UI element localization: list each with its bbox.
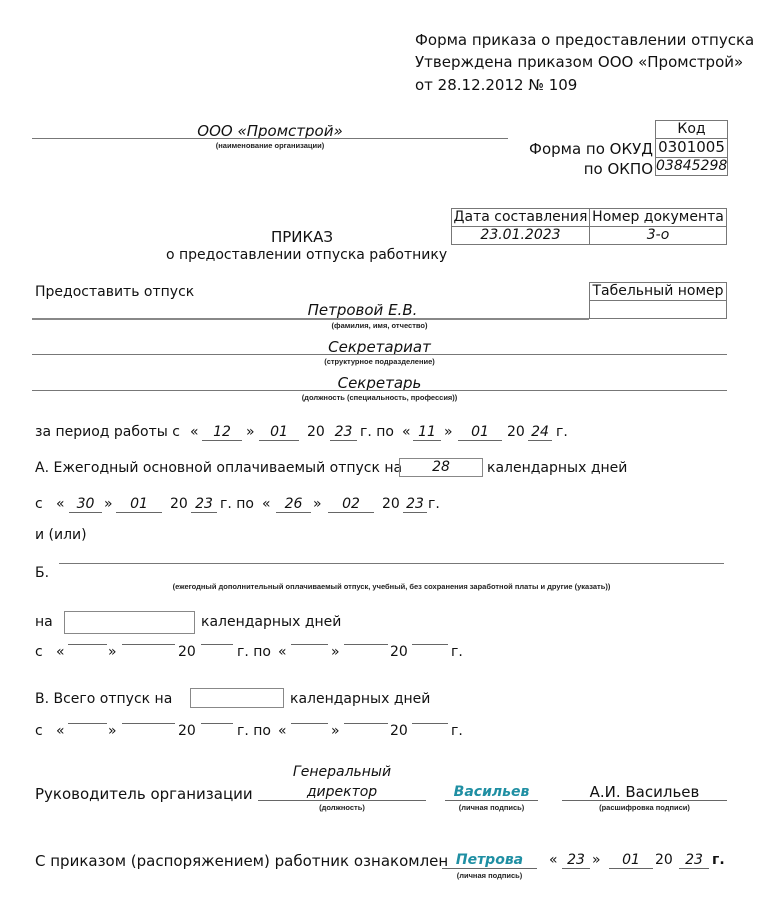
department-line [32, 354, 727, 355]
year-to: г. по [237, 644, 271, 660]
quote-open: « [262, 496, 271, 512]
year-suffix: г. [712, 852, 725, 868]
quote-close: » [331, 644, 340, 660]
okpo-value: 03845298 [656, 158, 728, 174]
quote-close: » [331, 723, 340, 739]
position-caption: (должность (специальность, профессия)) [301, 393, 458, 402]
century: 20 [655, 852, 673, 868]
position-line [32, 390, 727, 391]
section-a-to-year[interactable]: 23 [403, 496, 427, 513]
section-v-from-day[interactable] [68, 723, 107, 724]
grant-leave-label: Предоставить отпуск [35, 284, 195, 300]
quote-close: » [104, 496, 113, 512]
ack-day[interactable]: 23 [562, 852, 590, 869]
century: 20 [507, 424, 525, 440]
century: 20 [390, 723, 408, 739]
work-from-day[interactable]: 12 [202, 424, 242, 441]
quote-open: « [190, 424, 199, 440]
section-a-days-label: календарных дней [487, 460, 628, 476]
section-a-to-month[interactable]: 02 [328, 496, 374, 513]
employee-name-line [32, 318, 589, 320]
employee-signature: Петрова [442, 852, 537, 869]
section-b-from-day[interactable] [68, 644, 107, 645]
head-signature-caption: (личная подпись) [458, 803, 525, 812]
work-to-day[interactable]: 11 [413, 424, 441, 441]
quote-close: » [108, 723, 117, 739]
year-to: г. по [237, 723, 271, 739]
quote-open: « [56, 644, 65, 660]
quote-open: « [278, 723, 287, 739]
work-from-year[interactable]: 23 [330, 424, 357, 441]
okpo-label: по ОКПО [583, 160, 653, 178]
head-position-line1: Генеральный [292, 764, 392, 780]
okud-value: 0301005 [655, 138, 728, 158]
employee-signature-caption: (личная подпись) [456, 871, 523, 880]
section-v-to-day[interactable] [291, 723, 328, 724]
section-v-days[interactable] [190, 688, 284, 708]
year-suffix: г. [451, 723, 463, 739]
section-v-to-month[interactable] [344, 723, 388, 724]
year-suffix: г. [428, 496, 440, 512]
ack-month[interactable]: 01 [609, 852, 653, 869]
work-period-label: за период работы с [35, 424, 180, 440]
section-b-days[interactable] [64, 611, 195, 634]
section-b-to-year[interactable] [412, 644, 448, 645]
section-v-from-month[interactable] [122, 723, 175, 724]
quote-open: « [549, 852, 558, 868]
head-label: Руководитель организации [35, 785, 253, 803]
work-to-year[interactable]: 24 [528, 424, 552, 441]
section-b-from-month[interactable] [122, 644, 175, 645]
work-to-month[interactable]: 01 [458, 424, 502, 441]
organization-caption: (наименование организации) [215, 141, 325, 150]
from-label: с [35, 723, 43, 739]
head-decoded-name: А.И. Васильев [562, 784, 727, 801]
department-caption: (структурное подразделение) [324, 357, 435, 366]
form-header-line3: от 28.12.2012 № 109 [415, 76, 578, 94]
head-position-line2: директор [258, 784, 426, 801]
head-decoded-caption: (расшифровка подписи) [599, 803, 690, 812]
quote-close: » [108, 644, 117, 660]
century: 20 [390, 644, 408, 660]
quote-open: « [56, 496, 65, 512]
order-title: ПРИКАЗ [270, 228, 334, 246]
quote-close: » [246, 424, 255, 440]
from-label: с [35, 496, 43, 512]
head-signature: Васильев [445, 784, 538, 801]
section-b-days-label: календарных дней [201, 614, 342, 630]
section-a-from-day[interactable]: 30 [69, 496, 102, 513]
number-value: 3-о [589, 226, 727, 245]
quote-close: » [444, 424, 453, 440]
codes-header: Код [655, 120, 728, 139]
organization-name: ООО «Промстрой» [197, 122, 343, 140]
work-from-month[interactable]: 01 [259, 424, 299, 441]
year-suffix: г. [451, 644, 463, 660]
quote-open: « [56, 723, 65, 739]
section-v-label: В. Всего отпуск на [35, 691, 173, 707]
position: Секретарь [337, 374, 422, 392]
year-suffix: г. [556, 424, 568, 440]
section-a-label: А. Ежегодный основной оплачиваемый отпуск на [35, 460, 403, 476]
section-b-label: Б. [35, 565, 50, 581]
employee-name-caption: (фамилия, имя, отчество) [331, 321, 428, 330]
quote-close: » [592, 852, 601, 868]
century: 20 [170, 496, 188, 512]
section-v-from-year[interactable] [201, 723, 233, 724]
date-value: 23.01.2023 [451, 226, 590, 245]
century: 20 [307, 424, 325, 440]
century: 20 [178, 644, 196, 660]
section-v-days-label: календарных дней [290, 691, 431, 707]
section-b-type-field[interactable] [59, 563, 724, 564]
section-b-to-day[interactable] [291, 644, 328, 645]
form-header-line1: Форма приказа о предоставлении отпуска [415, 31, 755, 49]
section-a-from-year[interactable]: 23 [191, 496, 217, 513]
okud-label: Форма по ОКУД [529, 140, 653, 158]
ack-year[interactable]: 23 [679, 852, 709, 869]
number-header: Номер документа [589, 208, 727, 227]
century: 20 [382, 496, 400, 512]
quote-open: « [278, 644, 287, 660]
date-header: Дата составления [451, 208, 590, 227]
tab-number-header: Табельный номер [589, 282, 727, 301]
section-a-from-month[interactable]: 01 [116, 496, 162, 513]
order-subtitle: о предоставлении отпуска работнику [166, 247, 448, 263]
section-b-caption: (ежегодный дополнительный оплачиваемый отпуск, учебный, без сохранения заработной платы и другие (указать)) [172, 582, 611, 591]
section-b-na-label: на [35, 614, 53, 630]
organization-line [32, 138, 508, 139]
acknowledge-label: С приказом (распоряжением) работник ознакомлен [35, 852, 449, 870]
department: Секретариат [328, 338, 431, 356]
section-b-from-year[interactable] [201, 644, 233, 645]
section-v-to-year[interactable] [412, 723, 448, 724]
year-to: г. по [220, 496, 254, 512]
and-or-label: и (или) [35, 527, 87, 543]
quote-open: « [402, 424, 411, 440]
employee-name: Петровой Е.В. [307, 301, 418, 319]
section-b-to-month[interactable] [344, 644, 388, 645]
section-a-days[interactable]: 28 [399, 458, 483, 477]
from-label: с [35, 644, 43, 660]
year-to: г. по [360, 424, 394, 440]
head-position-caption: (должность) [319, 803, 365, 812]
section-a-to-day[interactable]: 26 [276, 496, 311, 513]
quote-close: » [313, 496, 322, 512]
form-header-line2: Утверждена приказом ООО «Промстрой» [415, 53, 744, 71]
century: 20 [178, 723, 196, 739]
